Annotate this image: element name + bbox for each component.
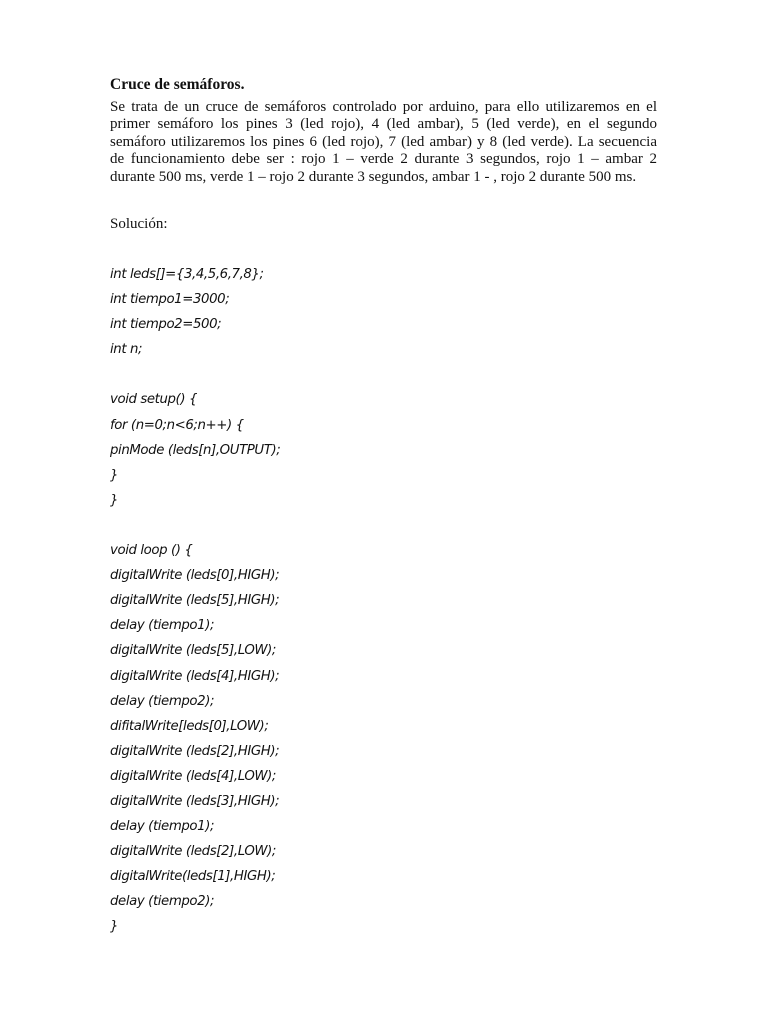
code-line: for (n=0;n<6;n++) { xyxy=(110,417,244,433)
code-line: digitalWrite (leds[5],LOW); xyxy=(110,643,276,659)
paragraph-line: durante 500 ms, verde 1 – rojo 2 durante 3 segundos, ambar 1 - , rojo 2 durante 500 ms. xyxy=(110,168,637,185)
code-line: digitalWrite (leds[5],HIGH); xyxy=(110,593,280,609)
code-line: } xyxy=(110,467,119,483)
document-title: Cruce de semáforos. xyxy=(110,76,245,93)
code-line: difitalWrite[leds[0],LOW); xyxy=(110,718,269,734)
code-line: } xyxy=(110,492,119,508)
code-line: digitalWrite (leds[4],LOW); xyxy=(110,768,276,784)
code-line: delay (tiempo2); xyxy=(110,894,215,910)
code-line: delay (tiempo1); xyxy=(110,618,215,634)
code-line: int n; xyxy=(110,342,143,358)
solution-heading: Solución: xyxy=(110,216,168,232)
code-line: digitalWrite (leds[2],LOW); xyxy=(110,844,276,860)
code-line: int tiempo2=500; xyxy=(110,317,222,333)
code-line: digitalWrite (leds[4],HIGH); xyxy=(110,668,280,684)
paragraph-line: primer semáforo los pines 3 (led rojo), 4 (led ambar), 5 (led verde), en el segundo xyxy=(110,116,657,133)
code-line: digitalWrite (leds[2],HIGH); xyxy=(110,743,280,759)
code-line: void setup() { xyxy=(110,392,198,408)
code-line: digitalWrite(leds[1],HIGH); xyxy=(110,869,276,885)
code-line xyxy=(110,362,280,387)
paragraph-line: semáforo utilizaremos los pines 6 (led rojo), 7 (led ambar) y 8 (led verde). La secuencia xyxy=(110,133,657,150)
code-line: digitalWrite (leds[0],HIGH); xyxy=(110,568,280,584)
paragraph-line: de funcionamiento debe ser : rojo 1 – verde 2 durante 3 segundos, rojo 1 – ambar 2 xyxy=(110,151,657,168)
code-line: void loop () { xyxy=(110,543,193,559)
code-line: } xyxy=(110,919,119,935)
code-line: pinMode (leds[n],OUTPUT); xyxy=(110,442,281,458)
code-line xyxy=(110,513,280,538)
code-line: int leds[]={3,4,5,6,7,8}; xyxy=(110,267,264,282)
paragraph-line: Se trata de un cruce de semáforos controlado por arduino, para ello utilizaremos en el xyxy=(110,99,657,115)
problem-description xyxy=(110,99,657,186)
code-line: digitalWrite (leds[3],HIGH); xyxy=(110,793,280,809)
code-line: int tiempo1=3000; xyxy=(110,292,230,308)
code-listing xyxy=(110,262,280,940)
code-line: delay (tiempo1); xyxy=(110,819,215,835)
code-line: delay (tiempo2); xyxy=(110,693,215,709)
